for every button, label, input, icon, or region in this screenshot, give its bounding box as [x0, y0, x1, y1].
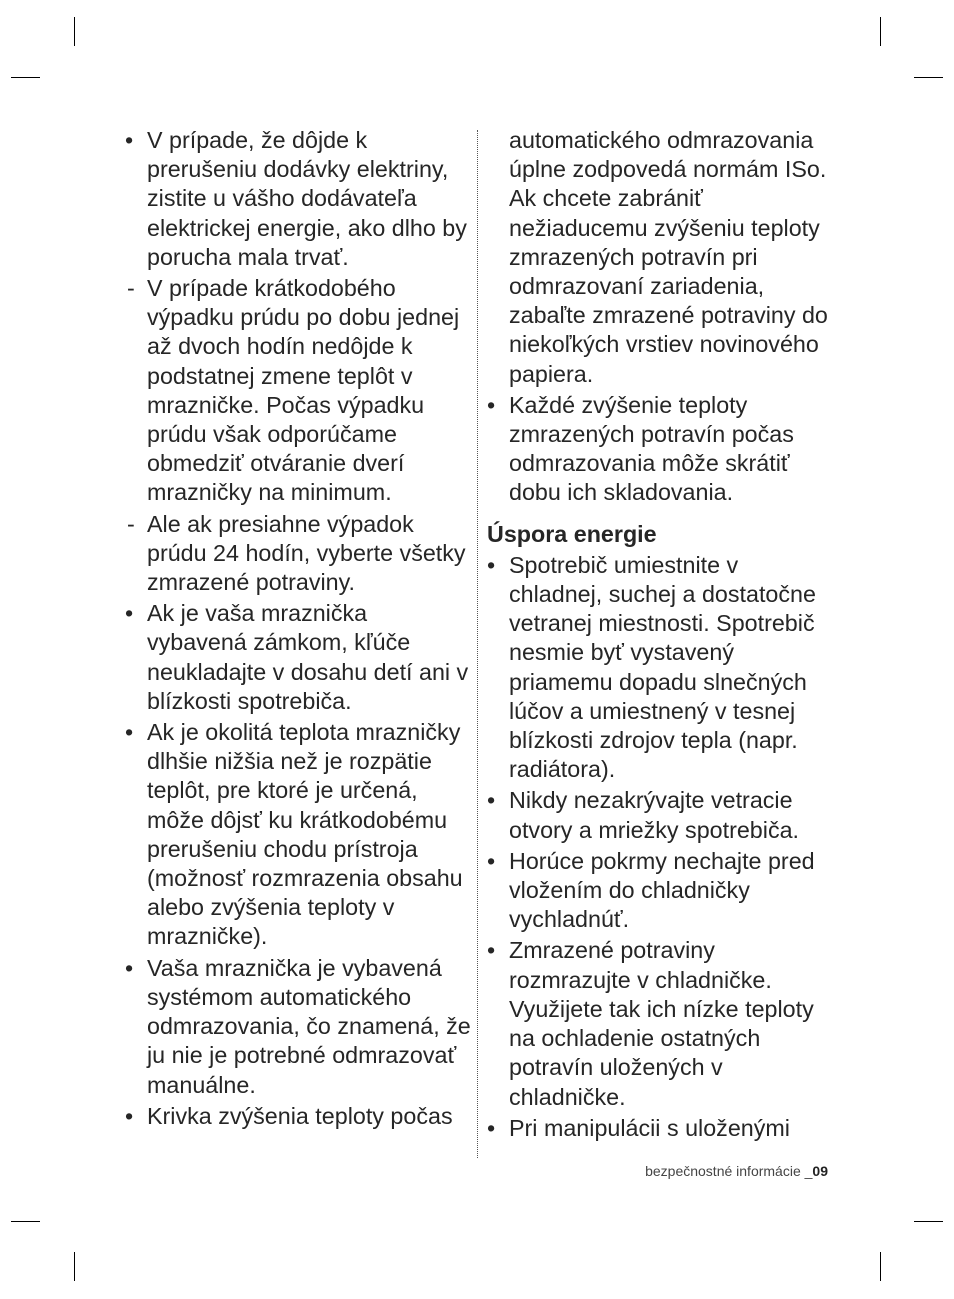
- list-item: • Vaša mraznička je vybavená systémom automatického odmrazovania, čo znamená, že ju nie je potrebné odmrazovať manuálne.: [125, 954, 471, 1100]
- footer-section: bezpečnostné informácie _: [645, 1163, 813, 1179]
- column-divider: [477, 130, 478, 1158]
- crop-mark: [914, 77, 943, 78]
- page-footer: [645, 1163, 828, 1179]
- page-number: 09: [812, 1163, 828, 1179]
- crop-mark: [74, 1252, 75, 1281]
- crop-mark: [11, 77, 40, 78]
- list-item: - V prípade krátkodobého výpadku prúdu po dobu jednej až dvoch hodín nedôjde k podstatnej zmene teplôt v mrazničke. Počas výpadku prúdu však odporúčame obmedziť otváranie dverí mrazničky na minimum.: [125, 274, 471, 508]
- right-column: [487, 126, 832, 1145]
- list-item: • Pri manipulácii s uloženými: [487, 1114, 832, 1143]
- crop-mark: [74, 17, 75, 46]
- left-column: [125, 126, 471, 1133]
- list-item: • Nikdy nezakrývajte vetracie otvory a mriežky spotrebiča.: [487, 786, 832, 844]
- continuation-text: automatického odmrazovania úplne zodpovedá normám ISo. Ak chcete zabrániť nežiaducemu zvýšeniu teploty zmrazených potravín pri odmrazovaní zariadenia, zabaľte zmrazené potraviny do niekoľkých vrstiev novinového papiera.: [509, 127, 828, 387]
- section-heading: Úspora energie: [487, 520, 657, 547]
- list-item: • Ak je vaša mraznička vybavená zámkom, kľúče neukladajte v dosahu detí ani v blízkosti spotrebiča.: [125, 599, 471, 716]
- crop-mark: [880, 1252, 881, 1281]
- crop-mark: [914, 1221, 943, 1222]
- list-item: • Každé zvýšenie teploty zmrazených potravín počas odmrazovania môže skrátiť dobu ich skladovania.: [487, 391, 832, 508]
- list-item: • V prípade, že dôjde k prerušeniu dodávky elektriny, zistite u vášho dodávateľa elektrickej energie, ako dlho by porucha mala trvať.: [125, 126, 471, 272]
- list-item: • Zmrazené potraviny rozmrazujte v chladničke. Využijete tak ich nízke teploty na ochladenie ostatných potravín uložených v chladničke.: [487, 936, 832, 1111]
- list-item: • Horúce pokrmy nechajte pred vložením do chladničky vychladnúť.: [487, 847, 832, 935]
- list-item: • Spotrebič umiestnite v chladnej, suchej a dostatočne vetranej miestnosti. Spotrebič nesmie byť vystavený priamemu dopadu slnečných lúčov a umiestnený v tesnej blízkosti zdrojov tepla (napr. radiátora).: [487, 551, 832, 785]
- crop-mark: [11, 1221, 40, 1222]
- list-item: • Krivka zvýšenia teploty počas: [125, 1102, 471, 1131]
- crop-mark: [880, 17, 881, 46]
- list-item: - Ale ak presiahne výpadok prúdu 24 hodín, vyberte všetky zmrazené potraviny.: [125, 510, 471, 598]
- list-item: • Ak je okolitá teplota mrazničky dlhšie nižšia než je rozpätie teplôt, pre ktoré je určená, môže dôjsť ku krátkodobému prerušeniu chodu prístroja (možnosť rozmrazenia obsahu alebo zvýšenia teploty v mrazničke).: [125, 718, 471, 952]
